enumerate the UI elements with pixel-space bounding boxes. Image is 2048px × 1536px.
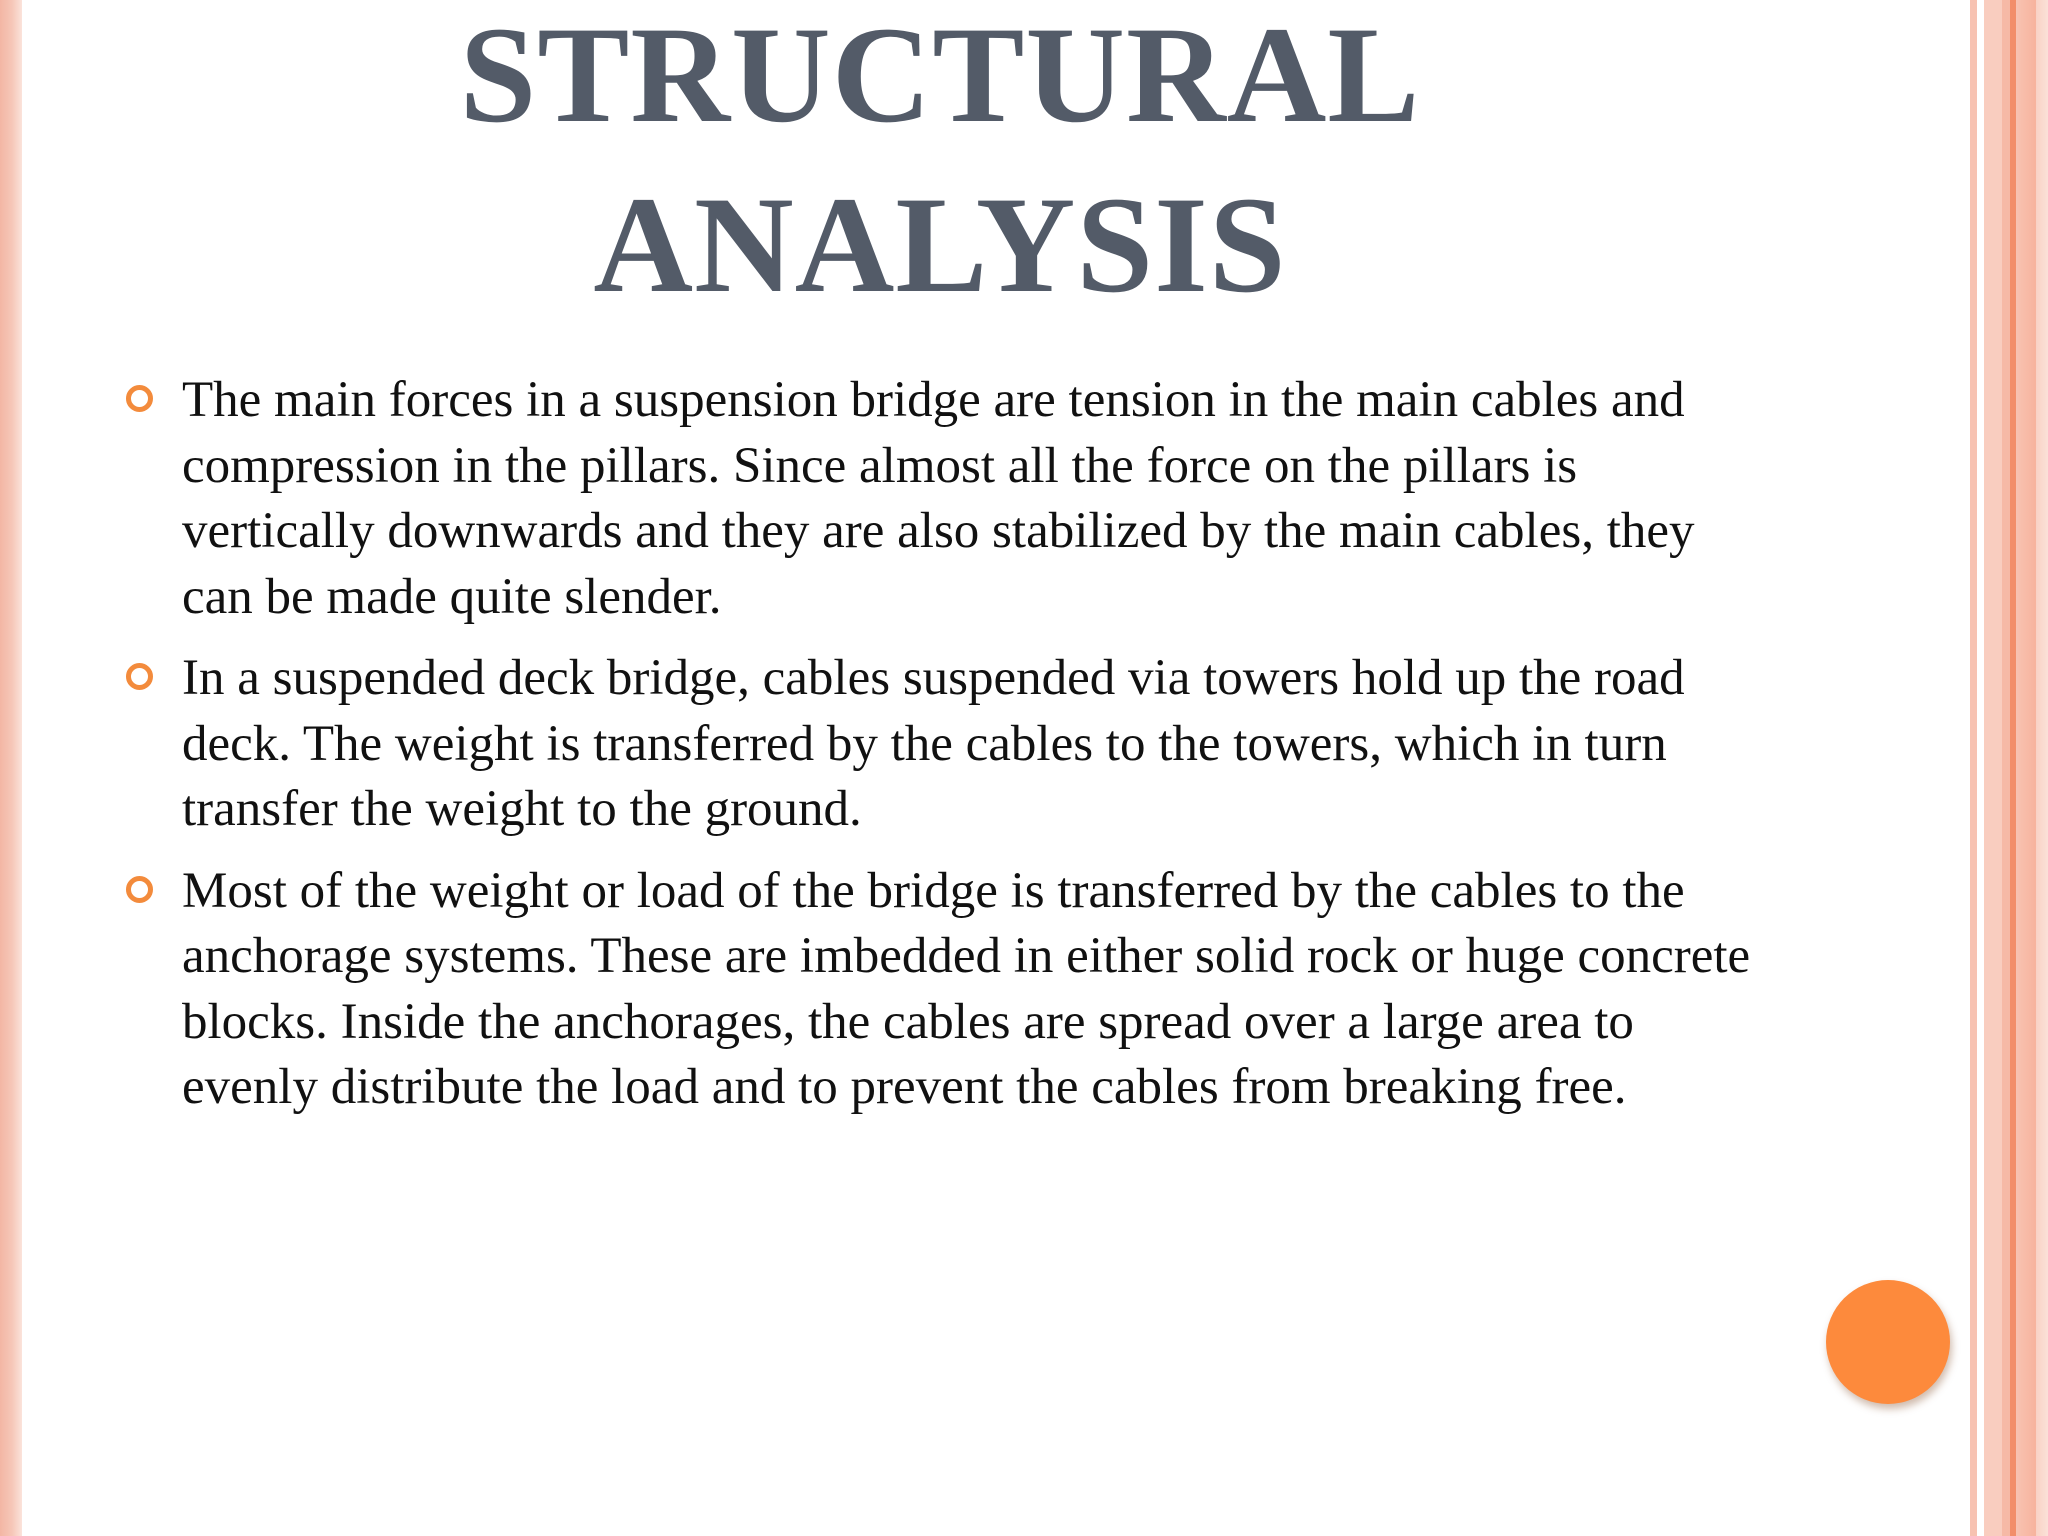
orange-circle-icon <box>1826 1280 1950 1404</box>
title-line-1: STRUCTURAL <box>459 0 1421 151</box>
bullet-circle-icon <box>126 385 153 412</box>
slide-title <box>300 0 1580 330</box>
left-decorative-stripe <box>0 0 22 1536</box>
bullet-item <box>120 646 1760 843</box>
bullet-text: Most of the weight or load of the bridge is transferred by the cables to the anchorage systems. These are imbedded in either solid rock or huge concrete blocks. Inside the anchorages, the cables are spread over a large area to evenly distribute the load and to prevent the cables from breaking free. <box>182 862 1751 1115</box>
title-line-2: ANALYSIS <box>593 168 1287 321</box>
bullet-text: In a suspended deck bridge, cables suspended via towers hold up the road deck. The weight is transferred by the cables to the towers, which in turn transfer the weight to the ground. <box>182 650 1685 837</box>
right-decorative-stripes <box>1966 0 2048 1536</box>
bullet-circle-icon <box>126 876 153 903</box>
bullet-circle-icon <box>126 663 153 690</box>
bullet-list <box>120 368 1760 1137</box>
bullet-text: The main forces in a suspension bridge are tension in the main cables and compression in the pillars. Since almost all the force on the pillars is vertically downwards and they are also stabilized by the main cables, they can be made quite slender. <box>182 372 1695 625</box>
bullet-item <box>120 859 1760 1121</box>
bullet-item <box>120 368 1760 630</box>
